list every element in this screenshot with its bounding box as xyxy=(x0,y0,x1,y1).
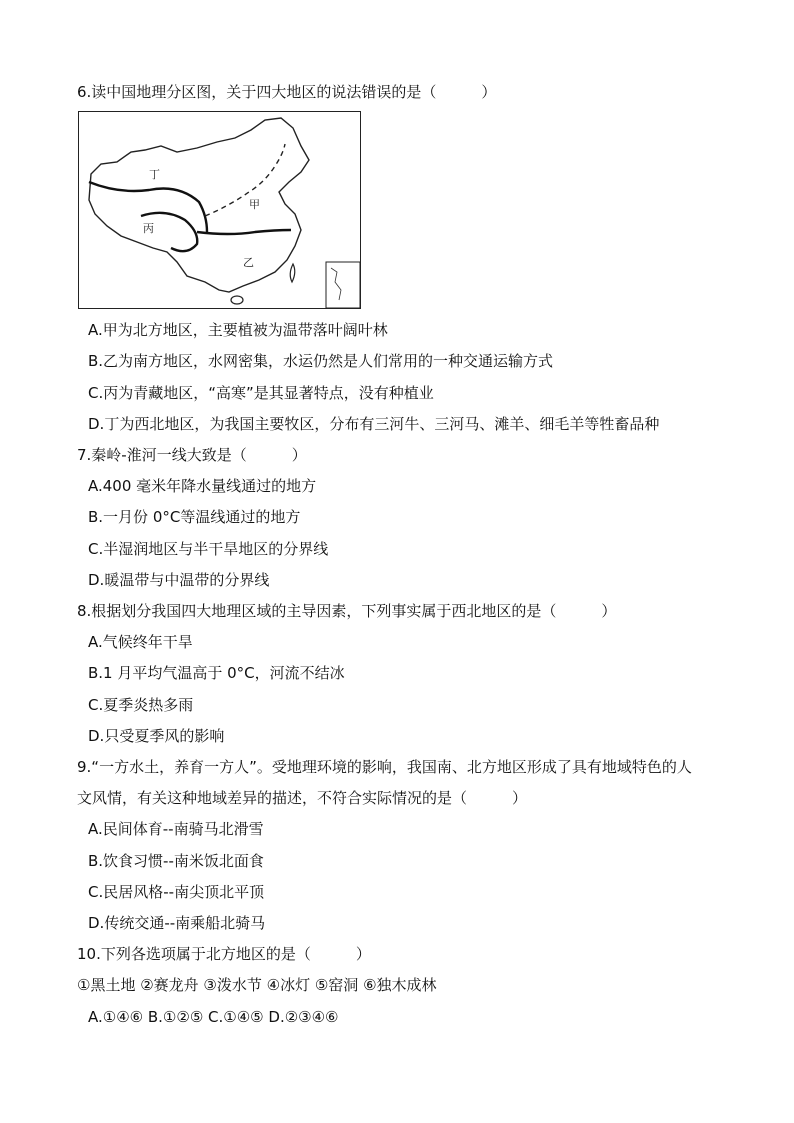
question-7-stem: 7.秦岭-淮河一线大致是（ ） xyxy=(77,446,307,464)
label-jia: 甲 xyxy=(249,198,260,211)
question-9-stem-line2: 文风情，有关这种地域差异的描述，不符合实际情况的是（ ） xyxy=(77,789,528,807)
south-china-sea-inset xyxy=(326,262,360,308)
qinling-huaihe-line xyxy=(197,230,291,234)
question-10-stem: 10.下列各选项属于北方地区的是（ ） xyxy=(77,945,371,963)
question-9-stem-line1: 9.“一方水土，养育一方人”。受地理环境的影响，我国南、北方地区形成了具有地域特色的人 xyxy=(77,758,692,776)
label-ding: 丁 xyxy=(149,168,160,181)
q8-option-b: B.1 月平均气温高于 0°C，河流不结冰 xyxy=(88,664,345,682)
dashed-boundary xyxy=(205,144,285,216)
q6-option-c: C.丙为青藏地区，“高寒”是其显著特点，没有种植业 xyxy=(88,384,434,402)
q9-option-a: A.民间体育--南骑马北滑雪 xyxy=(88,820,264,838)
q8-option-a: A.气候终年干旱 xyxy=(88,633,193,651)
china-map-drawing xyxy=(79,112,362,310)
q9-option-d: D.传统交通--南乘船北骑马 xyxy=(88,914,266,932)
q7-option-b: B.一月份 0°C等温线通过的地方 xyxy=(88,508,301,526)
china-region-map xyxy=(78,111,361,309)
hainan-island xyxy=(231,296,243,304)
question-8-stem: 8.根据划分我国四大地理区域的主导因素，下列事实属于西北地区的是（ ） xyxy=(77,602,617,620)
q10-items: ①黑土地 ②赛龙舟 ③泼水节 ④冰灯 ⑤窑洞 ⑥独木成林 xyxy=(77,976,437,994)
q9-option-b: B.饮食习惯--南米饭北面食 xyxy=(88,852,264,870)
q9-option-c: C.民居风格--南尖顶北平顶 xyxy=(88,883,265,901)
taiwan-island xyxy=(290,264,295,282)
q6-option-b: B.乙为南方地区，水网密集，水运仍然是人们常用的一种交通运输方式 xyxy=(88,352,554,370)
china-outline xyxy=(89,118,309,292)
q8-option-d: D.只受夏季风的影响 xyxy=(88,727,225,745)
q6-option-d: D.丁为西北地区，为我国主要牧区，分布有三河牛、三河马、滩羊、细毛羊等牲畜品种 xyxy=(88,415,660,433)
label-yi: 乙 xyxy=(243,256,254,269)
q7-option-c: C.半湿润地区与半干旱地区的分界线 xyxy=(88,540,329,558)
question-6-stem: 6.读中国地理分区图，关于四大地区的说法错误的是（ ） xyxy=(77,83,497,101)
q8-option-c: C.夏季炎热多雨 xyxy=(88,696,194,714)
q7-option-d: D.暖温带与中温带的分界线 xyxy=(88,571,270,589)
q6-option-a: A.甲为北方地区，主要植被为温带落叶阔叶林 xyxy=(88,321,388,339)
q7-option-a: A.400 毫米年降水量线通过的地方 xyxy=(88,477,317,495)
q10-choices: A.①④⑥ B.①②⑤ C.①④⑤ D.②③④⑥ xyxy=(88,1008,339,1026)
label-bing: 丙 xyxy=(143,222,154,235)
inset-coast xyxy=(331,268,341,300)
